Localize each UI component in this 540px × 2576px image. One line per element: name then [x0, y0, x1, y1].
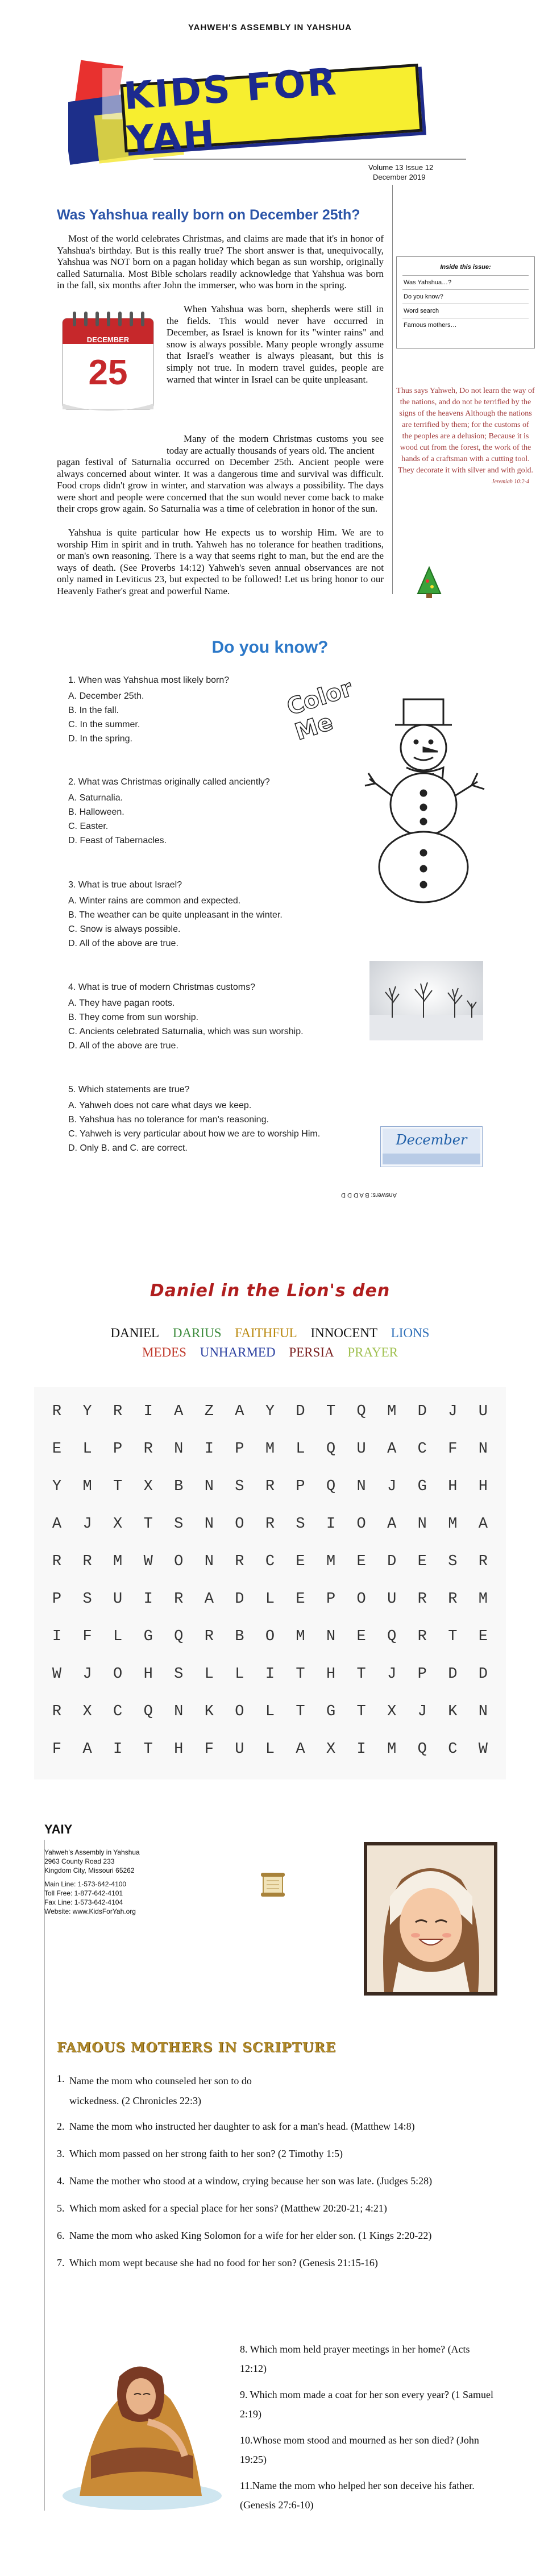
grid-letter[interactable]: N [417, 1516, 427, 1533]
mothers-question: 6. Name the mom who asked King Solomon for a wife for her elder son. (1 Kings 2:20-22) [57, 2230, 432, 2241]
contact-line: Yahweh's Assembly in Yahshua [44, 1848, 140, 1856]
calendar-icon [57, 307, 159, 415]
grid-letter[interactable]: R [52, 1403, 62, 1420]
grid-letter[interactable]: A [478, 1516, 488, 1533]
word-unharmed: UNHARMED [200, 1345, 276, 1359]
grid-letter[interactable]: D [478, 1666, 488, 1683]
grid-letter[interactable]: E [417, 1553, 427, 1570]
banner-title: KIDS FOR YAH [122, 59, 339, 162]
christmas-tree-icon [415, 566, 443, 600]
grid-letter[interactable]: A [204, 1591, 214, 1608]
quiz-question-5: 5. Which statements are true? A. Yahweh does not care what days we keep. B. Yahshua has no tolerance for man's reasoning. C. Yahweh is very particular about how we are to worship Him. D. Only B. and C. are correct. [68, 1085, 321, 1153]
grid-letter[interactable]: X [143, 1478, 153, 1495]
article-title: Was Yahshua really born on December 25th? [57, 207, 360, 223]
grid-letter[interactable]: Q [326, 1478, 336, 1495]
grid-letter[interactable]: F [204, 1741, 214, 1758]
grid-letter[interactable]: S [82, 1591, 92, 1608]
article-paragraph-1: Most of the world celebrates Christmas, and claims are made that it's in honor of Yahshua's birthday. But is this really true? The short answer is that, unequivocally, Yahshua was NOT born on a pagan holiday which began as sun worship, originally called Saturnalia. Most Bible scholars readily acknowledge that Yahshua was born in the fall, six months after John the immerser, who was born in the spring. [57, 233, 384, 291]
grid-letter[interactable]: M [387, 1741, 397, 1758]
inside-this-issue [396, 256, 535, 349]
grid-letter[interactable]: D [235, 1591, 244, 1608]
inside-item: Famous mothers… [402, 318, 529, 332]
grid-letter[interactable]: A [387, 1516, 397, 1533]
grid-letter[interactable]: G [326, 1703, 336, 1720]
grid-letter[interactable]: M [387, 1403, 397, 1420]
grid-letter[interactable]: L [113, 1628, 123, 1645]
grid-letter[interactable]: C [113, 1703, 123, 1720]
grid-letter[interactable]: B [235, 1628, 244, 1645]
inside-header: Inside this issue: [440, 264, 491, 271]
grid-letter[interactable]: L [265, 1703, 275, 1720]
quiz-question-1: 1. When was Yahshua most likely born? A. December 25th. B. In the fall. C. In the summer. D. In the spring. [68, 675, 230, 744]
yaiy-label: YAIY [44, 1822, 73, 1836]
word-search-grid [34, 1387, 506, 1779]
grid-letter[interactable]: A [235, 1403, 244, 1420]
volume: Volume 13 Issue 12 [368, 163, 434, 172]
issue-info [368, 163, 448, 182]
grid-letter[interactable]: W [52, 1666, 62, 1683]
grid-letter[interactable]: R [113, 1403, 123, 1420]
scroll-icon [259, 1870, 287, 1899]
word-list-row-1 [0, 1324, 540, 1343]
contact-line: Kingdom City, Missouri 65262 [44, 1866, 135, 1874]
december-label: December [396, 1132, 467, 1148]
grid-letter[interactable]: Q [326, 1441, 336, 1458]
word-innocent: INNOCENT [310, 1326, 377, 1340]
grid-letter[interactable]: T [143, 1741, 153, 1758]
snowman-icon [364, 688, 489, 904]
grid-letter[interactable]: D [296, 1403, 305, 1420]
grid-letter[interactable]: Y [265, 1403, 275, 1420]
grid-letter[interactable]: U [387, 1591, 397, 1608]
grid-letter[interactable]: Y [52, 1478, 62, 1495]
inside-item: Was Yahshua…? [402, 275, 529, 289]
contact-line: 2963 County Road 233 [44, 1857, 115, 1865]
article-paragraph-3a: Many of the modern Christmas customs you see today are actually thousands of years old. The ancient [167, 433, 384, 456]
quiz-title: Do you know? [211, 638, 329, 657]
mothers-question: 11.Name the mom who helped her son deceive his father. (Genesis 27:6-10) [240, 2480, 475, 2511]
grid-letter[interactable]: R [204, 1628, 214, 1645]
mothers-question: 9. Which mom made a coat for her son every year? (1 Samuel 2:19) [240, 2389, 494, 2420]
grid-letter[interactable]: L [265, 1591, 275, 1608]
grid-letter[interactable]: G [143, 1628, 153, 1645]
grid-letter[interactable]: O [356, 1516, 366, 1533]
grid-row [34, 1516, 506, 1538]
mothers-question: 3. Which mom passed on her strong faith to her son? (2 Timothy 1:5) [57, 2148, 343, 2159]
grid-row [34, 1403, 506, 1426]
grid-letter[interactable]: N [174, 1703, 184, 1720]
grid-letter[interactable]: Q [387, 1628, 397, 1645]
grid-letter[interactable]: G [417, 1478, 427, 1495]
grid-letter[interactable]: U [478, 1403, 488, 1420]
column-divider [392, 185, 393, 594]
grid-letter[interactable]: N [174, 1441, 184, 1458]
grid-letter[interactable]: S [448, 1553, 458, 1570]
grid-letter[interactable]: M [265, 1441, 275, 1458]
mothers-question: 4. Name the mother who stood at a window, crying because her son was late. (Judges 5:28) [57, 2175, 433, 2187]
grid-letter[interactable]: Q [143, 1703, 153, 1720]
mothers-question: 1. Name the mom who counseled her son to do wickedness. (2 Chronicles 22:3) [57, 2073, 252, 2106]
contact-line: Fax Line: 1-573-642-4104 [44, 1898, 123, 1906]
grid-letter[interactable]: J [387, 1666, 397, 1683]
mothers-question: 7. Which mom wept because she had no food for her son? (Genesis 21:15-16) [57, 2257, 378, 2268]
grid-letter[interactable]: N [326, 1628, 336, 1645]
mothers-question-list-right [240, 2339, 499, 2515]
org-header: YAHWEH'S ASSEMBLY IN YAHSHUA [188, 23, 352, 32]
grid-letter[interactable]: N [204, 1478, 214, 1495]
verse-reference: Jeremiah 10:2-4 [492, 479, 529, 485]
mothers-question: 5. Which mom asked for a special place for her sons? (Matthew 20:20-21; 4:21) [57, 2202, 387, 2214]
grid-letter[interactable]: H [143, 1666, 153, 1683]
grid-letter[interactable]: S [174, 1516, 184, 1533]
grid-letter[interactable]: H [174, 1741, 184, 1758]
grid-letter[interactable]: M [326, 1553, 336, 1570]
famous-mothers-title: FAMOUS MOTHERS IN SCRIPTURE [57, 2040, 337, 2055]
grid-letter[interactable]: S [235, 1478, 244, 1495]
grid-letter[interactable]: T [356, 1666, 366, 1683]
grid-letter[interactable]: C [417, 1441, 427, 1458]
grid-letter[interactable]: E [356, 1628, 366, 1645]
grid-letter[interactable]: Q [174, 1628, 184, 1645]
grid-letter[interactable]: X [326, 1741, 336, 1758]
grid-letter[interactable]: H [478, 1478, 488, 1495]
grid-letter[interactable]: S [174, 1666, 184, 1683]
grid-row [34, 1591, 506, 1613]
grid-letter[interactable]: I [356, 1741, 366, 1758]
grid-letter[interactable]: D [417, 1403, 427, 1420]
grid-letter[interactable]: D [387, 1553, 397, 1570]
answers-upside-down: Answers: B A D D D [341, 1192, 397, 1198]
grid-letter[interactable]: Q [417, 1741, 427, 1758]
grid-letter[interactable]: I [326, 1516, 336, 1533]
grid-letter[interactable]: M [82, 1478, 92, 1495]
article-paragraph-4: Yahshua is quite particular how He expects us to worship Him. We are to worship Him in spirit and in truth. Yahweh has no tolerance for heathen traditions, or man's own reasoning. There is a way that seems right to man, but the end are the ways of death. (See Proverbs 14:12) Yahweh's seven annual observances are not only named in Leviticus 23, but expected to be followed! Let us bring honor to our Heavenly Father's great and powerful Name. [57, 527, 384, 596]
calendar-day: 25 [88, 353, 128, 392]
grid-letter[interactable]: L [265, 1741, 275, 1758]
word-list [0, 1324, 540, 1362]
grid-letter[interactable]: O [235, 1516, 244, 1533]
grid-letter[interactable]: J [82, 1516, 92, 1533]
grid-letter[interactable]: W [143, 1553, 153, 1570]
grid-letter[interactable]: R [52, 1553, 62, 1570]
grid-letter[interactable]: E [478, 1628, 488, 1645]
grid-letter[interactable]: C [448, 1741, 458, 1758]
grid-letter[interactable]: R [143, 1441, 153, 1458]
grid-letter[interactable]: I [113, 1741, 123, 1758]
grid-row [34, 1628, 506, 1651]
word-faithful: FAITHFUL [235, 1326, 297, 1340]
grid-letter[interactable]: O [265, 1628, 275, 1645]
grid-letter[interactable]: L [235, 1666, 244, 1683]
mothers-question: 10.Whose mom stood and mourned as her son died? (John 19:25) [240, 2434, 479, 2465]
grid-letter[interactable]: R [417, 1591, 427, 1608]
grid-letter[interactable]: I [143, 1591, 153, 1608]
weeping-mother-image [57, 2342, 222, 2513]
grid-letter[interactable]: X [113, 1516, 123, 1533]
grid-letter[interactable]: E [356, 1553, 366, 1570]
grid-letter[interactable]: L [204, 1666, 214, 1683]
grid-letter[interactable]: K [448, 1703, 458, 1720]
grid-letter[interactable]: J [417, 1703, 427, 1720]
grid-letter[interactable]: M [296, 1628, 305, 1645]
grid-letter[interactable]: T [356, 1703, 366, 1720]
december-card [381, 1127, 482, 1167]
word-prayer: PRAYER [347, 1345, 398, 1359]
grid-letter[interactable]: J [82, 1666, 92, 1683]
grid-letter[interactable]: B [174, 1478, 184, 1495]
grid-letter[interactable]: C [265, 1553, 275, 1570]
yaiy-divider [44, 1840, 50, 2511]
grid-letter[interactable]: P [296, 1478, 305, 1495]
grid-letter[interactable]: R [265, 1478, 275, 1495]
mothers-question-list [57, 2071, 495, 2270]
banner [120, 59, 422, 162]
inside-item: Do you know? [402, 289, 529, 304]
grid-letter[interactable]: A [296, 1741, 305, 1758]
mothers-question: 8. Which mom held prayer meetings in her home? (Acts 12:12) [240, 2343, 470, 2374]
grid-letter[interactable]: T [143, 1516, 153, 1533]
grid-letter[interactable]: R [478, 1553, 488, 1570]
snow-strip [383, 1154, 480, 1164]
grid-letter[interactable]: T [448, 1628, 458, 1645]
word-persia: PERSIA [289, 1345, 334, 1359]
grid-letter[interactable]: T [113, 1478, 123, 1495]
color-me-label: Color Me [284, 675, 356, 746]
grid-row [34, 1703, 506, 1726]
quiz-question-2: 2. What was Christmas originally called anciently? A. Saturnalia. B. Halloween. C. Easter. D. Feast of Tabernacles. [68, 777, 270, 845]
grid-letter[interactable]: U [235, 1741, 244, 1758]
inside-item: Word search [402, 304, 529, 318]
mother-portrait-image [364, 1842, 497, 1996]
grid-letter[interactable]: N [356, 1478, 366, 1495]
grid-letter[interactable]: U [356, 1441, 366, 1458]
grid-letter[interactable]: M [113, 1553, 123, 1570]
word-medes: MEDES [142, 1345, 186, 1359]
grid-letter[interactable]: O [174, 1553, 184, 1570]
mothers-question: 2. Name the mom who instructed her daughter to ask for a man's head. (Matthew 14:8) [57, 2121, 415, 2132]
grid-letter[interactable]: A [174, 1403, 184, 1420]
calendar-month: DECEMBER [86, 335, 130, 344]
grid-letter[interactable]: I [52, 1628, 62, 1645]
grid-row [34, 1478, 506, 1501]
grid-letter[interactable]: I [265, 1666, 275, 1683]
grid-row [34, 1441, 506, 1463]
grid-letter[interactable]: K [204, 1703, 214, 1720]
grid-letter[interactable]: N [478, 1441, 488, 1458]
grid-letter[interactable]: L [296, 1441, 305, 1458]
grid-letter[interactable]: N [204, 1553, 214, 1570]
grid-letter[interactable]: R [174, 1591, 184, 1608]
grid-letter[interactable]: S [296, 1516, 305, 1533]
grid-letter[interactable]: O [113, 1666, 123, 1683]
grid-letter[interactable]: Y [82, 1403, 92, 1420]
grid-letter[interactable]: R [417, 1628, 427, 1645]
grid-letter[interactable]: R [52, 1703, 62, 1720]
grid-letter[interactable]: P [52, 1591, 62, 1608]
grid-letter[interactable]: E [296, 1553, 305, 1570]
word-darius: DARIUS [172, 1326, 222, 1340]
word-lions: LIONS [391, 1326, 430, 1340]
grid-letter[interactable]: F [82, 1628, 92, 1645]
grid-letter[interactable]: R [82, 1553, 92, 1570]
grid-letter[interactable]: T [296, 1703, 305, 1720]
grid-letter[interactable]: R [235, 1553, 244, 1570]
grid-letter[interactable]: J [448, 1403, 458, 1420]
grid-letter[interactable]: T [296, 1666, 305, 1683]
grid-letter[interactable]: X [387, 1703, 397, 1720]
grid-letter[interactable]: E [296, 1591, 305, 1608]
issue-date: December 2019 [373, 173, 426, 181]
grid-letter[interactable]: F [448, 1441, 458, 1458]
contact-line: Website: www.KidsForYah.org [44, 1907, 136, 1915]
grid-letter[interactable]: P [113, 1441, 123, 1458]
grid-letter[interactable]: I [143, 1403, 153, 1420]
contact-line [44, 1875, 192, 1880]
article-paragraph-2: When Yahshua was born, shepherds were still in the fields. This would never have occurred in December, as Israel is known for its "winter rains" and snow is always possible. Many people wrongly assume that Israel's weather is always pleasant, but this is simply not true. In modern travel guides, people are warned that winter in Israel can be quite unpleasant. [167, 304, 384, 385]
grid-letter[interactable]: R [448, 1591, 458, 1608]
grid-letter[interactable]: E [52, 1441, 62, 1458]
grid-letter[interactable]: M [478, 1591, 488, 1608]
quiz-question-3: 3. What is true about Israel? A. Winter rains are common and expected. B. The weather can be quite unpleasant in the winter. C. Snow is always possible. D. All of the above are true. [68, 880, 283, 948]
grid-letter[interactable]: W [478, 1741, 488, 1758]
grid-letter[interactable]: A [82, 1741, 92, 1758]
quiz-question-4: 4. What is true of modern Christmas customs? A. They have pagan roots. B. They come from sun worship. C. Ancients celebrated Saturnalia, which was sun worship. D. All of the above are true. [68, 982, 304, 1051]
grid-letter[interactable]: P [417, 1666, 427, 1683]
grid-row [34, 1666, 506, 1689]
grid-letter[interactable]: A [387, 1441, 397, 1458]
contact-line: Main Line: 1-573-642-4100 [44, 1880, 127, 1888]
grid-letter[interactable]: Q [356, 1403, 366, 1420]
grid-letter[interactable]: L [82, 1441, 92, 1458]
grid-letter[interactable]: X [82, 1703, 92, 1720]
grid-letter[interactable]: N [204, 1516, 214, 1533]
grid-letter[interactable]: P [326, 1591, 336, 1608]
masthead [68, 57, 466, 176]
grid-letter[interactable]: N [478, 1703, 488, 1720]
grid-row [34, 1741, 506, 1764]
grid-letter[interactable]: H [448, 1478, 458, 1495]
grid-letter[interactable]: J [387, 1478, 397, 1495]
word-list-row-2 [0, 1343, 540, 1362]
grid-letter[interactable]: F [52, 1741, 62, 1758]
word-search-title: Daniel in the Lion's den [149, 1281, 391, 1301]
grid-letter[interactable]: I [204, 1441, 214, 1458]
grid-letter[interactable]: D [448, 1666, 458, 1683]
grid-letter[interactable]: U [113, 1591, 123, 1608]
word-daniel: DANIEL [110, 1326, 160, 1340]
scripture-verse: Thus says Yahweh, Do not learn the way of the nations, and do not be terrified by the signs of the heavens Although the nations are terrified by them; for the customs of the peoples are a delusion; Because it is wood cut from the forest, the work of the hands of a craftsman with a cutting tool. They decorate it with silver and with gold. Jeremiah 10:2-4 [396, 385, 535, 488]
grid-row [34, 1553, 506, 1576]
contact-line: Toll Free: 1-877-642-4101 [44, 1889, 123, 1897]
article-paragraph-3b: pagan festival of Saturnalia occurred on December 25th. Ancient people were always concerned about winter. It was a dangerous time and survival was difficult. Food crops didn't grow in winter, and starvation was always a possibility. The days were short and people were concerned that the sun would never come back to make their crops grow again. So Saturnalia was a time of celebration in honor of the sun. [57, 457, 384, 515]
grid-letter[interactable]: O [235, 1703, 244, 1720]
winter-trees-image [369, 961, 483, 1040]
grid-letter[interactable]: R [265, 1516, 275, 1533]
grid-letter[interactable]: T [326, 1403, 336, 1420]
grid-letter[interactable]: M [448, 1516, 458, 1533]
contact-block [44, 1848, 192, 1916]
grid-letter[interactable]: P [235, 1441, 244, 1458]
grid-letter[interactable]: H [326, 1666, 336, 1683]
grid-letter[interactable]: A [52, 1516, 62, 1533]
grid-letter[interactable]: Z [204, 1403, 214, 1420]
grid-letter[interactable]: O [356, 1591, 366, 1608]
